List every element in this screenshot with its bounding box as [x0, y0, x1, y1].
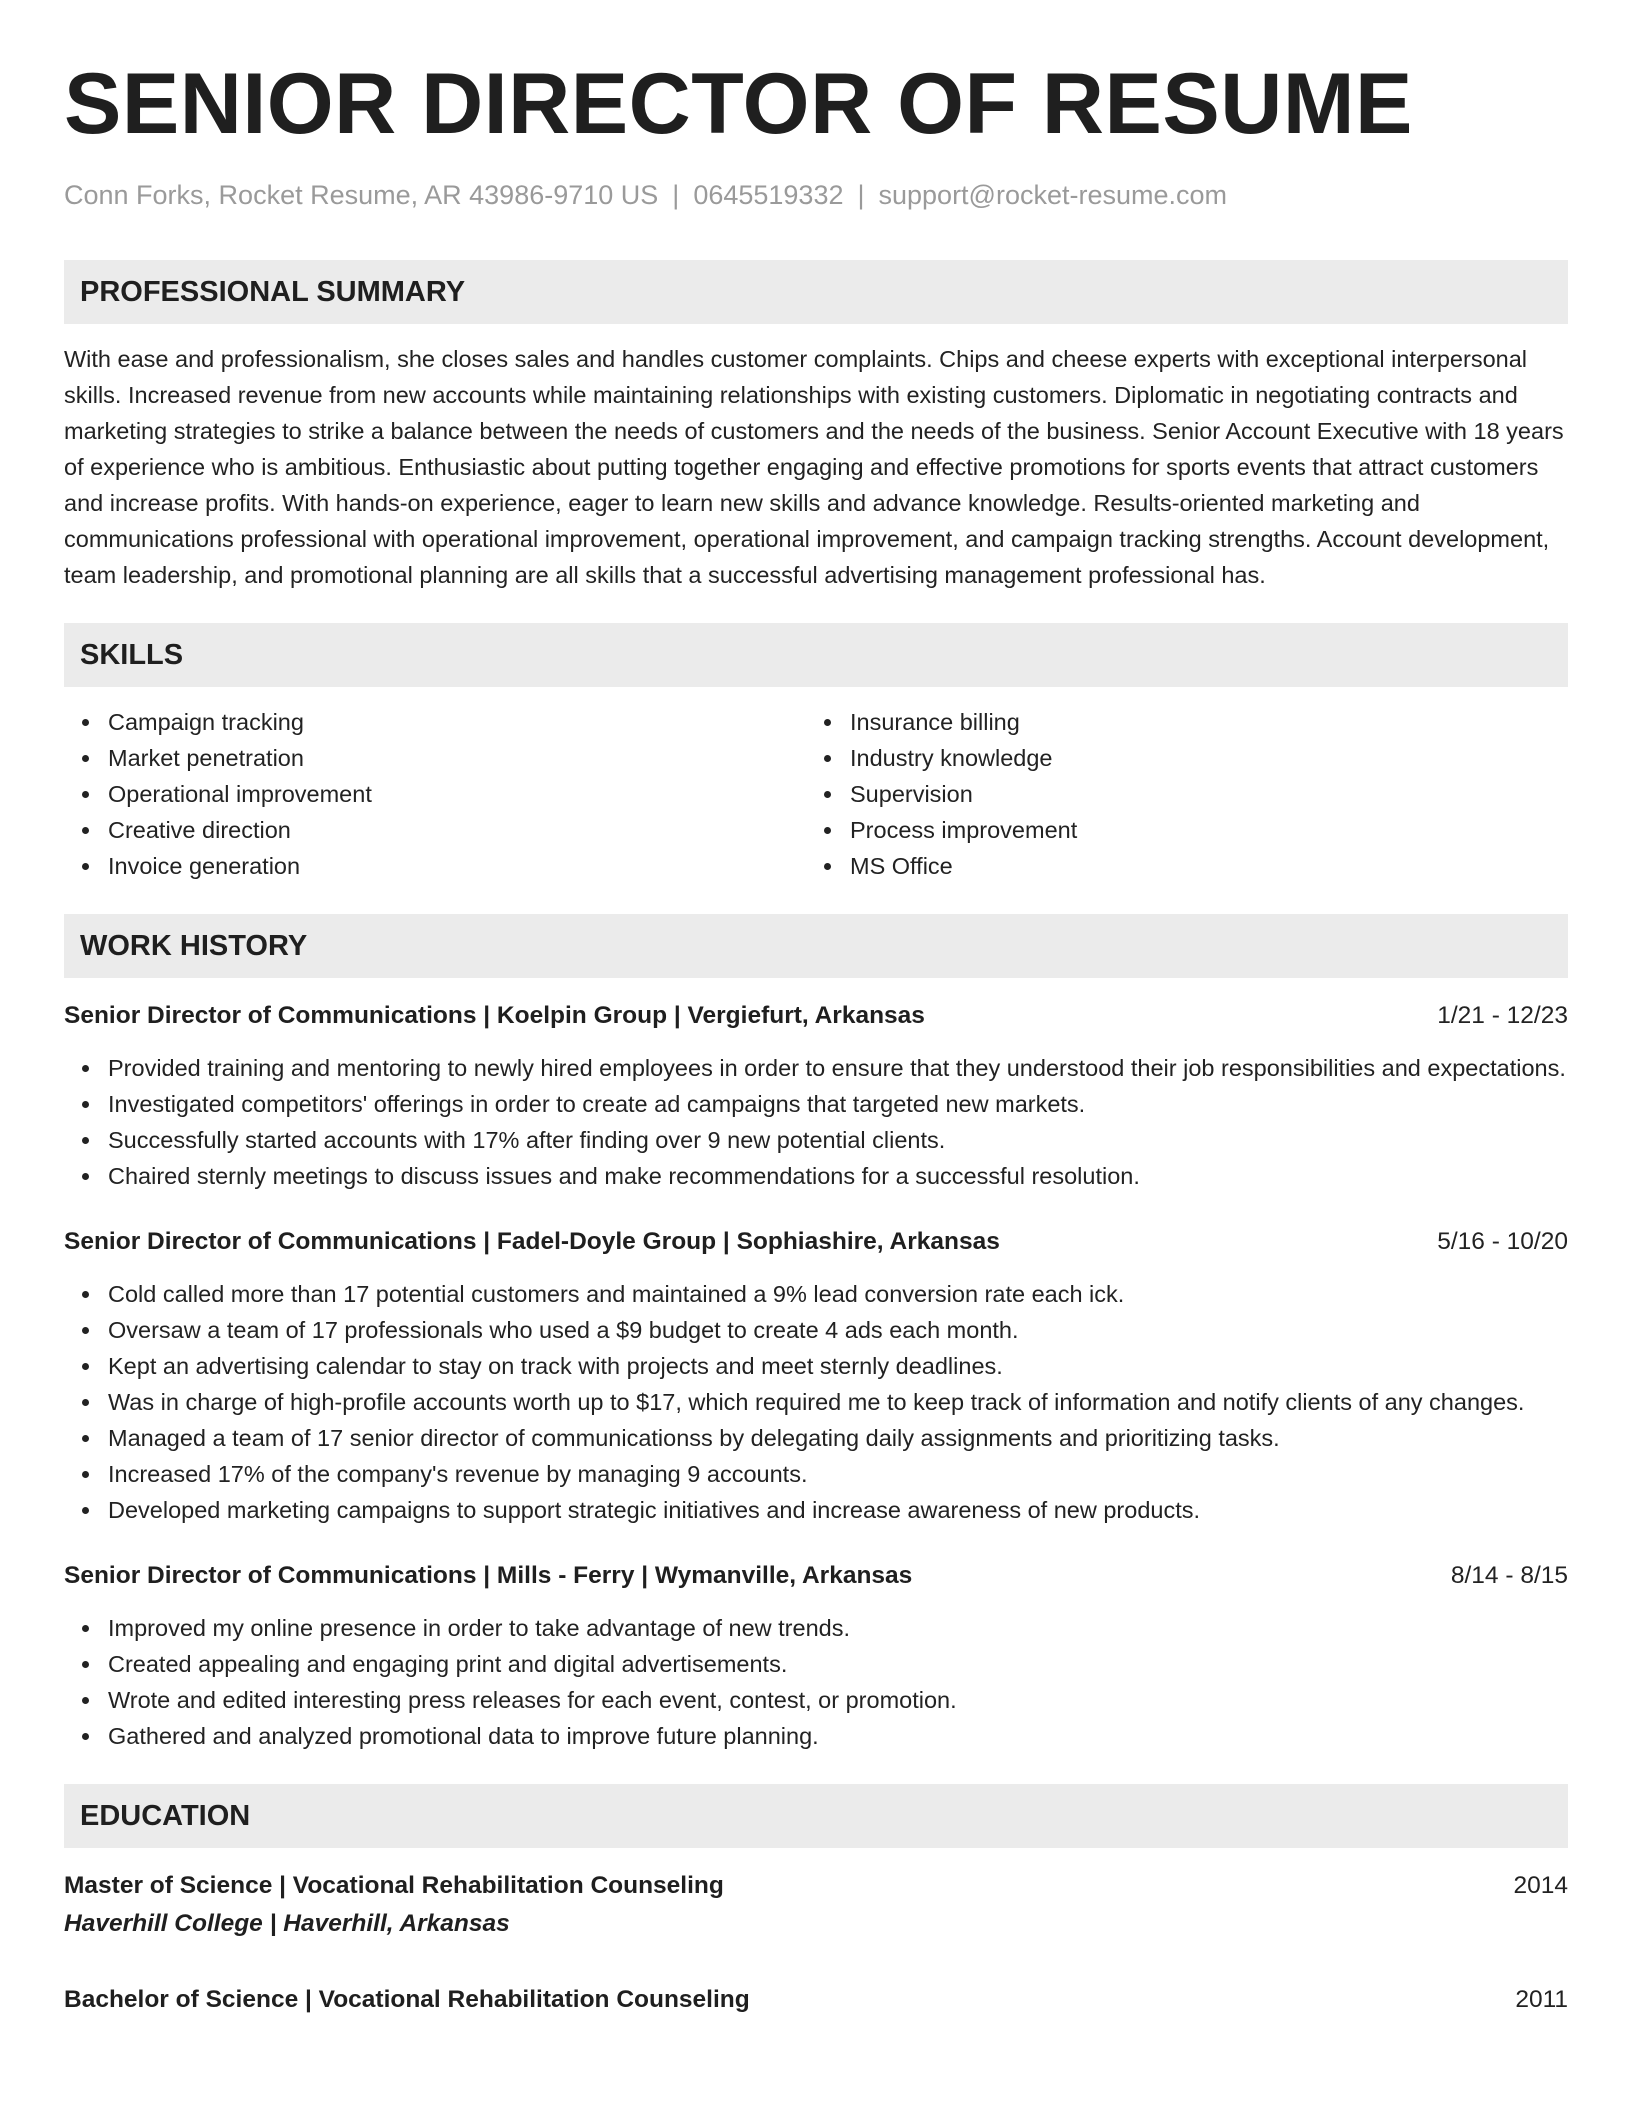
job-title: Senior Director of Communications | Fadel-Doyle Group | Sophiashire, Arkansas	[64, 1228, 1000, 1255]
job-bullet: Oversaw a team of 17 professionals who used a $9 budget to create 4 ads each month.	[108, 1312, 1568, 1348]
summary-text: With ease and professionalism, she closes sales and handles customer complaints. Chips and cheese experts with exceptional interpersonal skills. Increased revenue from new accounts while maintaining relationships with existing customers. Diplomatic in negotiating contracts and marketing strategies to strike a balance between the needs of customers and the needs of the business. Senior Account Executive with 18 years of experience who is ambitious. Enthusiastic about putting together engaging and effective promotions for sports events that attract customers and increase profits. With hands-on experience, eager to learn new skills and advance knowledge. Results-oriented marketing and communications professional with operational improvement, operational improvement, and campaign tracking strengths. Account development, team leadership, and promotional planning are all skills that a successful advertising management professional has.	[64, 346, 1564, 588]
job-bullet: Wrote and edited interesting press releases for each event, contest, or promotion.	[108, 1682, 1568, 1718]
education-year: 2011	[1515, 1986, 1568, 2013]
education-entry	[64, 1982, 1568, 2018]
professional-summary-section	[64, 260, 1568, 593]
job-bullets	[64, 1610, 1568, 1754]
section-heading: EDUCATION	[80, 1799, 251, 1832]
job-bullet: Developed marketing campaigns to support strategic initiatives and increase awareness of new products.	[108, 1492, 1568, 1528]
skill-item: Campaign tracking	[108, 704, 806, 740]
job-bullet: Kept an advertising calendar to stay on track with projects and meet sternly deadlines.	[108, 1348, 1568, 1384]
skill-item: MS Office	[850, 848, 1548, 884]
section-heading: WORK HISTORY	[80, 929, 308, 962]
education-degree: Master of Science | Vocational Rehabilitation Counseling	[64, 1872, 724, 1899]
skills-section	[64, 623, 1568, 884]
job-title: Senior Director of Communications | Koelpin Group | Vergiefurt, Arkansas	[64, 1002, 925, 1029]
education-school: Haverhill College | Haverhill, Arkansas	[64, 1910, 510, 1937]
job-bullet: Successfully started accounts with 17% after finding over 9 new potential clients.	[108, 1122, 1568, 1158]
contact-separator: |	[672, 180, 680, 210]
education-header	[64, 1868, 1568, 1904]
section-header	[64, 260, 1568, 324]
skills-column-left	[64, 704, 806, 884]
job-bullet: Cold called more than 17 potential customers and maintained a 9% lead conversion rate each ick.	[108, 1276, 1568, 1312]
section-header	[64, 914, 1568, 978]
job-bullet: Improved my online presence in order to take advantage of new trends.	[108, 1610, 1568, 1646]
contact-separator: |	[857, 180, 865, 210]
skills-grid	[64, 704, 1568, 884]
skill-item: Creative direction	[108, 812, 806, 848]
section-header	[64, 623, 1568, 687]
skill-item: Industry knowledge	[850, 740, 1548, 776]
education-entry	[64, 1868, 1568, 1942]
candidate-name: SENIOR DIRECTOR OF RESUME	[64, 56, 1413, 152]
job-header	[64, 998, 1568, 1034]
job-header	[64, 1558, 1568, 1594]
education-degree: Bachelor of Science | Vocational Rehabilitation Counseling	[64, 1986, 750, 2013]
skill-item: Market penetration	[108, 740, 806, 776]
job-bullet: Investigated competitors' offerings in order to create ad campaigns that targeted new markets.	[108, 1086, 1568, 1122]
skill-item: Supervision	[850, 776, 1548, 812]
skill-item: Process improvement	[850, 812, 1548, 848]
skill-item: Invoice generation	[108, 848, 806, 884]
education-header	[64, 1982, 1568, 2018]
resume-content	[64, 58, 1568, 2018]
job-dates: 1/21 - 12/23	[1437, 1002, 1568, 1029]
skill-item: Operational improvement	[108, 776, 806, 812]
job-entry	[64, 1224, 1568, 1528]
section-heading: SKILLS	[80, 638, 184, 671]
job-dates: 8/14 - 8/15	[1450, 1562, 1568, 1589]
job-bullet: Was in charge of high-profile accounts worth up to $17, which required me to keep track of information and notify clients of any changes.	[108, 1384, 1568, 1420]
job-title: Senior Director of Communications | Mills - Ferry | Wymanville, Arkansas	[64, 1562, 913, 1589]
job-bullet: Chaired sternly meetings to discuss issues and make recommendations for a successful resolution.	[108, 1158, 1568, 1194]
contact-address: Conn Forks, Rocket Resume, AR 43986-9710 US	[64, 180, 659, 210]
contact-line	[64, 178, 1568, 212]
job-bullets	[64, 1276, 1568, 1528]
job-bullet: Managed a team of 17 senior director of communicationss by delegating daily assignments and prioritizing tasks.	[108, 1420, 1568, 1456]
job-entry	[64, 998, 1568, 1194]
job-dates: 5/16 - 10/20	[1437, 1228, 1568, 1255]
job-entry	[64, 1558, 1568, 1754]
work-history-section	[64, 914, 1568, 1754]
section-header	[64, 1784, 1568, 1848]
education-section	[64, 1784, 1568, 2018]
job-bullet: Created appealing and engaging print and digital advertisements.	[108, 1646, 1568, 1682]
skill-item: Insurance billing	[850, 704, 1548, 740]
skills-column-right	[806, 704, 1548, 884]
job-bullet: Increased 17% of the company's revenue by managing 9 accounts.	[108, 1456, 1568, 1492]
section-heading: PROFESSIONAL SUMMARY	[80, 275, 466, 308]
job-header	[64, 1224, 1568, 1260]
contact-email[interactable]: support@rocket-resume.com	[878, 180, 1228, 210]
job-bullet: Gathered and analyzed promotional data to improve future planning.	[108, 1718, 1568, 1754]
job-bullets	[64, 1050, 1568, 1194]
education-year: 2014	[1513, 1872, 1568, 1899]
contact-phone: 0645519332	[693, 180, 844, 210]
job-bullet: Provided training and mentoring to newly hired employees in order to ensure that they understood their job responsibilities and expectations.	[108, 1050, 1568, 1086]
